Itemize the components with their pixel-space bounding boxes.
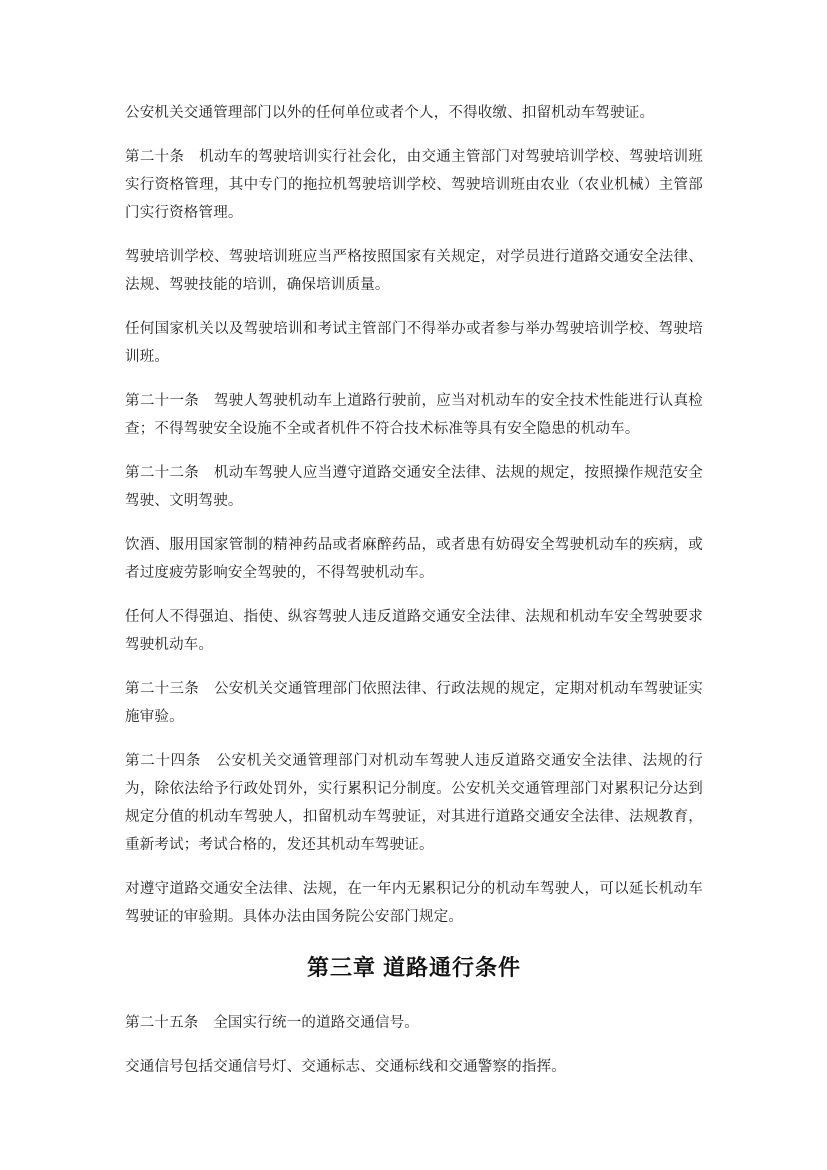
paragraph: 驾驶培训学校、驾驶培训班应当严格按照国家有关规定，对学员进行道路交通安全法律、法规、驾驶技能的培训，确保培训质量。 xyxy=(125,249,703,293)
paragraph: 第二十二条 机动车驾驶人应当遵守道路交通安全法律、法规的规定，按照操作规范安全驾驶、文明驾驶。 xyxy=(125,465,703,509)
paragraph: 对遵守道路交通安全法律、法规，在一年内无累积记分的机动车驾驶人，可以延长机动车驾驶证的审验期。具体办法由国务院公安部门规定。 xyxy=(125,881,703,925)
paragraph: 第二十一条 驾驶人驾驶机动车上道路行驶前，应当对机动车的安全技术性能进行认真检查；不得驾驶安全设施不全或者机件不符合技术标准等具有安全隐患的机动车。 xyxy=(125,393,703,437)
paragraph: 公安机关交通管理部门以外的任何单位或者个人，不得收缴、扣留机动车驾驶证。 xyxy=(125,105,655,121)
paragraph: 第二十五条 全国实行统一的道路交通信号。 xyxy=(125,1015,419,1031)
document-body xyxy=(125,99,703,1097)
chapter-heading: 第三章 道路通行条件 xyxy=(306,955,522,980)
paragraph: 交通信号包括交通信号灯、交通标志、交通标线和交通警察的指挥。 xyxy=(125,1059,566,1075)
paragraph: 第二十三条 公安机关交通管理部门依照法律、行政法规的规定，定期对机动车驾驶证实施审验。 xyxy=(125,681,703,725)
paragraph: 第二十四条 公安机关交通管理部门对机动车驾驶人违反道路交通安全法律、法规的行为，除依法给予行政处罚外，实行累积记分制度。公安机关交通管理部门对累积记分达到规定分值的机动车驾驶人，扣留机动车驾驶证，对其进行道路交通安全法律、法规教育，重新考试；考试合格的，发还其机动车驾驶证。 xyxy=(125,753,703,853)
paragraph: 饮酒、服用国家管制的精神药品或者麻醉药品，或者患有妨碍安全驾驶机动车的疾病，或者过度疲劳影响安全驾驶的，不得驾驶机动车。 xyxy=(125,537,703,581)
paragraph: 任何国家机关以及驾驶培训和考试主管部门不得举办或者参与举办驾驶培训学校、驾驶培训班。 xyxy=(125,321,703,365)
paragraph: 任何人不得强迫、指使、纵容驾驶人违反道路交通安全法律、法规和机动车安全驾驶要求驾驶机动车。 xyxy=(125,609,703,653)
paragraph: 第二十条 机动车的驾驶培训实行社会化，由交通主管部门对驾驶培训学校、驾驶培训班实行资格管理，其中专门的拖拉机驾驶培训学校、驾驶培训班由农业（农业机械）主管部门实行资格管理。 xyxy=(125,149,703,221)
